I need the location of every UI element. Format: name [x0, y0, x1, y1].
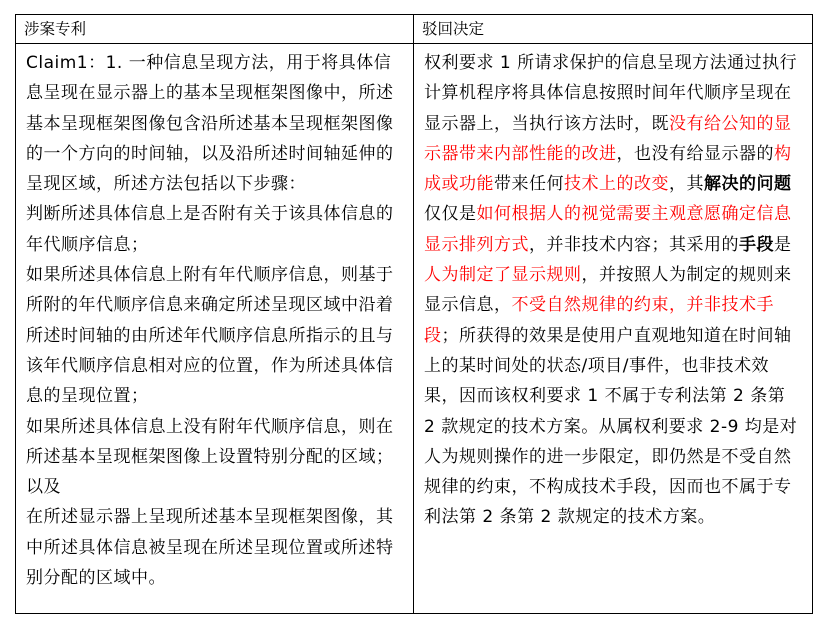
header-cell-right	[414, 15, 813, 44]
header-row	[16, 15, 813, 44]
header-cell-left	[16, 15, 414, 44]
decision-segment: ；所获得的效果是使用户直观地知道在时间轴上的某时间处的状态/项目/事件，也非技术效果，因而该权利要求 1 不属于专利法第 2 条第 2 款规定的技术方案。从属权利要求 2-9 均是对人为规则操作的进一步限定，即仍然是不受自然规律的约束，不构成技术手段，因而也不属于专利法第 2 条第 2 款规定的技术方案。	[424, 325, 798, 528]
decision-highlight: 构成或功能	[424, 143, 792, 195]
claim-paragraph: 如果所述具体信息上没有附年代顺序信息，则在所述基本呈现框架图像上设置特别分配的区域；以及	[26, 416, 394, 498]
claim-cell	[16, 44, 414, 614]
decision-bold-term: 手段	[739, 234, 774, 255]
content-row	[16, 44, 813, 614]
claim-paragraph: 在所述显示器上呈现所述基本呈现框架图像，其中所述具体信息被呈现在所述呈现位置或所述特别分配的区域中。	[26, 507, 394, 589]
decision-text-block	[414, 44, 812, 533]
decision-segment: ，其	[669, 174, 704, 195]
decision-segment: ，也没有给显示器的	[616, 143, 774, 164]
header-decision-label: 驳回决定	[422, 20, 485, 38]
decision-segment: ，并非技术内容；其采用的	[529, 234, 739, 255]
decision-paragraph	[424, 48, 802, 533]
decision-segment: 是	[774, 234, 792, 255]
claim-paragraph: 如果所述具体信息上附有年代顺序信息，则基于所附的年代顺序信息来确定所述呈现区域中沿着所述时间轴的由所述年代顺序信息所指示的且与该年代顺序信息相对应的位置，作为所述具体信息的呈现位置；	[26, 265, 394, 407]
header-patent-label: 涉案专利	[24, 20, 87, 38]
claim-paragraph: 判断所述具体信息上是否附有关于该具体信息的年代顺序信息；	[26, 204, 394, 255]
decision-segment: 仅仅是	[424, 204, 477, 225]
claim-paragraph: Claim1：1. 一种信息呈现方法，用于将具体信息呈现在显示器上的基本呈现框架图像中，所述基本呈现框架图像包含沿所述基本呈现框架图像的一个方向的时间轴，以及沿所述时间轴延伸的呈现区域，所述方法包括以下步骤：	[26, 53, 394, 195]
comparison-table	[15, 14, 813, 614]
decision-cell	[414, 44, 813, 614]
claim-text-block	[16, 44, 413, 593]
decision-highlight: 如何根据人的视觉需要主观意愿确定信息显示排列方式	[424, 204, 792, 255]
decision-bold-term: 解决的问题	[704, 174, 792, 195]
decision-highlight: 不受自然规律的约束，并非技术手段	[424, 295, 774, 346]
decision-segment: 权利要求 1 所请求保护的信息呈现方法通过执行计算机程序将具体信息按照时间年代顺序呈现在显示器上，当执行该方法时，既	[424, 53, 798, 134]
decision-segment: 带来任何	[494, 174, 564, 195]
decision-highlight: 没有给公知的显示器带来内部性能的改进	[424, 113, 792, 164]
decision-highlight: 技术上的改变	[564, 174, 669, 195]
decision-segment: ，并按照人为制定的规则来显示信息，	[424, 265, 792, 316]
decision-highlight: 人为制定了显示规则	[424, 265, 582, 286]
